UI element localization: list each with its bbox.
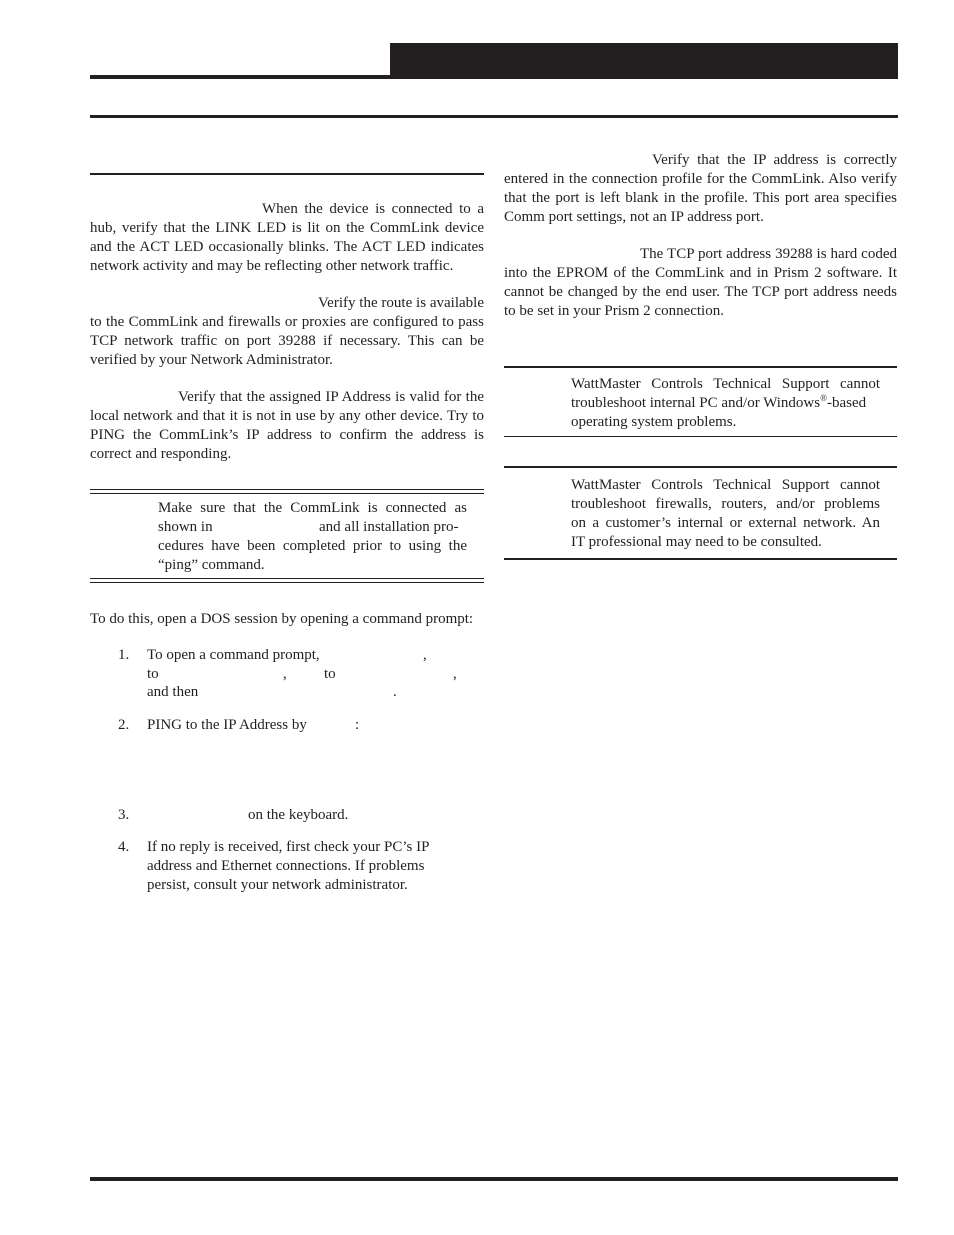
step-1-line-3a: and then <box>147 684 199 700</box>
step-4 <box>90 839 484 897</box>
step-2 <box>90 717 484 736</box>
step-2-line-1a: PING to the IP Address by <box>147 717 307 733</box>
step-3-number: 3. <box>118 807 130 823</box>
right-note2-line-3: on a customer’s internal or external network. An <box>571 515 880 531</box>
tcp-port-paragraph <box>504 245 897 321</box>
right-note2-bottom-rule <box>504 558 897 560</box>
registered-mark: ® <box>820 393 827 403</box>
left-note-top-rule-2 <box>90 493 484 494</box>
header-rule-second <box>90 115 898 118</box>
step-1-line-2b: , <box>283 666 287 682</box>
right-note1-line-1: WattMaster Controls Technical Support cannot <box>571 376 880 392</box>
right-note-1 <box>571 375 880 432</box>
link-led-paragraph <box>90 200 484 276</box>
ping-intro: To do this, open a DOS session by opening a command prompt: <box>90 611 474 627</box>
step-3 <box>90 807 484 826</box>
right-note2-line-1: WattMaster Controls Technical Support cannot <box>571 477 880 493</box>
step-4-line-1: If no reply is received, first check your PC’s IP <box>147 839 430 855</box>
tcp-port-text: The TCP port address 39288 is hard coded into the EPROM of the CommLink and in Prism 2 software. It cannot be changed by the end user. The TCP port address needs to be set in your Prism 2 connection. <box>504 246 897 319</box>
ip-address-text: Verify that the assigned IP Address is valid for the local network and that it is not in use by any other device. Try to PING the CommLink’s IP address to confirm the address is correct and responding. <box>90 389 484 462</box>
left-note-top-rule-1 <box>90 489 484 490</box>
right-note1-line-2b: -based <box>826 395 867 411</box>
ip-address-paragraph <box>90 388 484 464</box>
connection-profile-text: Verify that the IP address is correctly entered in the connection profile for the CommLink. Also verify that the port is left blank in the profile. This port area specifies Comm port settings, not an IP address port. <box>504 152 897 225</box>
step-2-line-1b: : <box>355 717 360 733</box>
left-column <box>90 200 484 464</box>
step-2-number: 2. <box>118 717 130 733</box>
right-note-2 <box>571 476 880 552</box>
footer-rule <box>90 1177 898 1181</box>
step-4-line-2: address and Ethernet connections. If problems <box>147 858 425 874</box>
right-note1-bottom-rule <box>504 436 897 437</box>
step-1-line-2c: to <box>324 666 336 682</box>
left-section-rule <box>90 173 484 175</box>
header-rule-left <box>90 75 390 79</box>
step-4-line-3: persist, consult your network administrator. <box>147 877 408 893</box>
header-black-bar <box>390 43 898 79</box>
right-note1-line-2a: troubleshoot internal PC and/or Windows <box>571 395 821 411</box>
left-note-line-2b: and all installation pro- <box>319 519 459 535</box>
left-note-line-1: Make sure that the CommLink is connected as <box>158 500 467 516</box>
right-note1-top-rule <box>504 366 897 368</box>
step-3-line-1a: on the keyboard. <box>248 807 349 823</box>
left-note-line-2a: shown in <box>158 519 213 535</box>
route-text: Verify the route is available to the CommLink and firewalls or proxies are configured to pass TCP network traffic on port 39288 if necessary. This can be verified by your Network Administrator. <box>90 295 484 368</box>
right-note2-top-rule <box>504 466 897 468</box>
step-1-line-3b: . <box>393 684 397 700</box>
steps-list <box>90 647 484 893</box>
step-1-line-1a: To open a command prompt, <box>147 647 320 663</box>
left-note-bottom-rule-2 <box>90 582 484 583</box>
right-column <box>504 151 897 321</box>
right-note2-line-2: troubleshoot firewalls, routers, and/or problems <box>571 496 880 512</box>
right-note1-line-2 <box>571 394 880 413</box>
route-paragraph <box>90 294 484 370</box>
link-led-text: When the device is connected to a hub, verify that the LINK LED is lit on the CommLink device and the ACT LED occasionally blinks. The ACT LED indicates network activity and may be reflecting other network traffic. <box>90 201 484 274</box>
right-note2-line-4: IT professional may need to be consulted. <box>571 534 822 550</box>
left-note-line-2 <box>158 518 467 537</box>
step-4-number: 4. <box>118 839 130 855</box>
step-1-line-2a: to <box>147 666 159 682</box>
step-1 <box>90 647 484 705</box>
step-1-line-1b: , <box>423 647 427 663</box>
left-note <box>158 499 467 575</box>
step-1-number: 1. <box>118 647 130 663</box>
left-note-line-4: “ping” command. <box>158 557 265 573</box>
left-note-line-3: cedures have been completed prior to using the <box>158 538 467 554</box>
step-1-line-2d: , <box>453 666 457 682</box>
right-note1-line-3: operating system problems. <box>571 414 737 430</box>
left-note-bottom-rule-1 <box>90 578 484 579</box>
connection-profile-paragraph <box>504 151 897 227</box>
